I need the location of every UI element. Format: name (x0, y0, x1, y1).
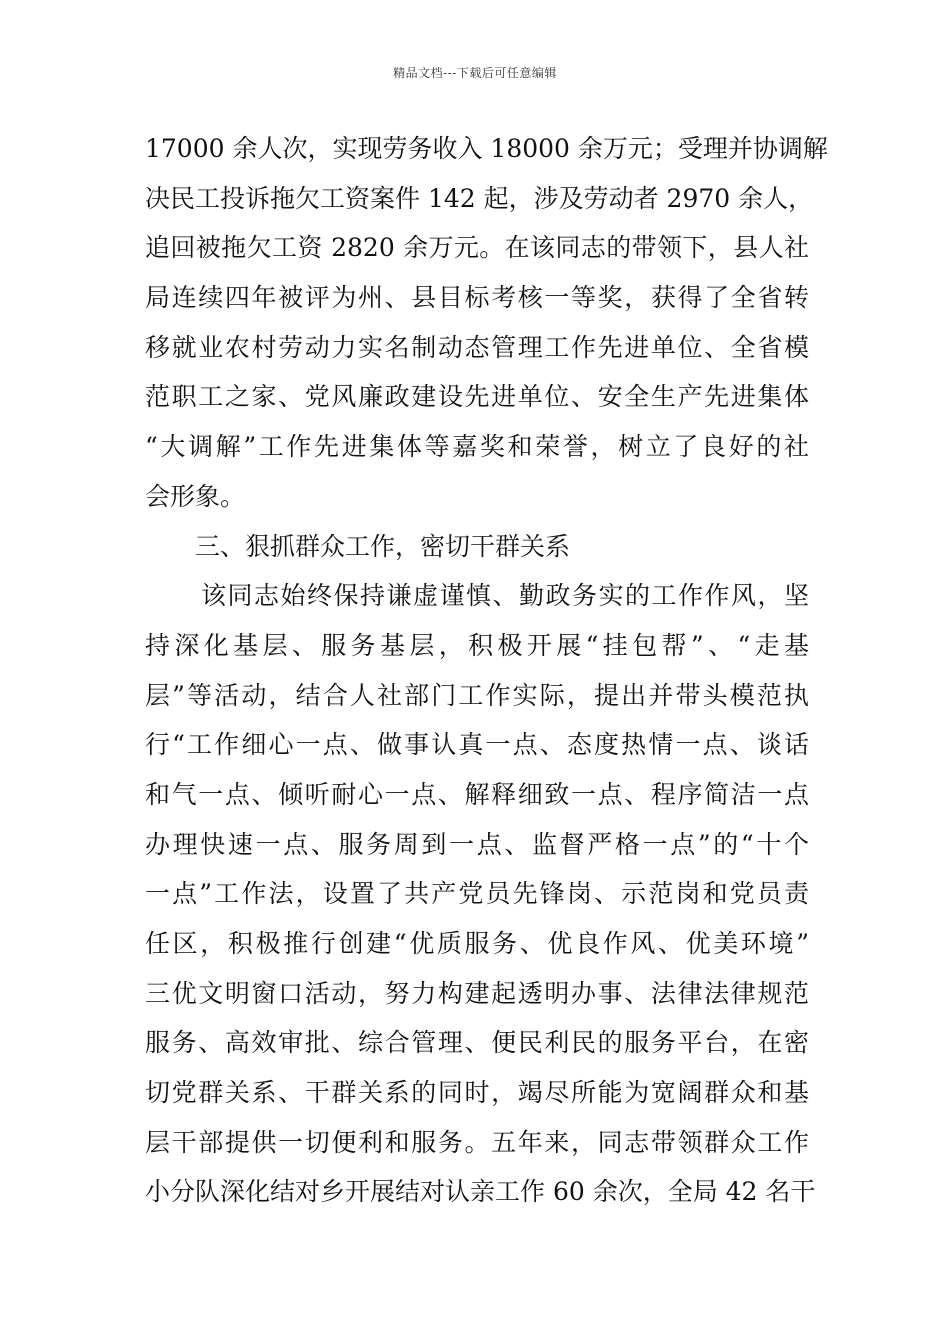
body-text (145, 124, 828, 1217)
text-line: 办理快速一点、服务周到一点、监督严格一点”的“十个 (145, 829, 809, 859)
text-line: 该同志始终保持谦虚谨慎、勤政务实的工作作风，坚 (201, 581, 809, 611)
text-line: 范职工之家、党风廉政建设先进单位、安全生产先进集体 (145, 382, 809, 412)
text-line: 局连续四年被评为州、县目标考核一等奖，获得了全省转 (145, 283, 809, 313)
text-line: 小分队深化结对乡开展结对认亲工作 60 余次，全局 42 名干 (145, 1177, 816, 1207)
text-line: 切党群关系、干群关系的同时，竭尽所能为宽阔群众和基 (145, 1078, 809, 1108)
text-line: 决民工投诉拖欠工资案件 142 起，涉及劳动者 2970 余人， (145, 183, 814, 213)
text-line: 行“工作细心一点、做事认真一点、态度热情一点、谈话 (145, 730, 809, 760)
section-heading: 三、狠抓群众工作，密切干群关系 (195, 531, 571, 561)
text-line: “大调解”工作先进集体等嘉奖和荣誉，树立了良好的社 (145, 432, 809, 462)
text-line: 层干部提供一切便利和服务。五年来，同志带领群众工作 (145, 1127, 809, 1157)
text-line: 层”等活动，结合人社部门工作实际，提出并带头模范执 (145, 680, 809, 710)
text-line: 持深化基层、服务基层，积极开展“挂包帮”、“走基 (145, 630, 809, 660)
page-header: 精品文档---下载后可任意编辑 (393, 66, 557, 80)
text-line: 移就业农村劳动力实名制动态管理工作先进单位、全省模 (145, 332, 809, 362)
text-line: 会形象。 (145, 481, 246, 511)
text-line: 和气一点、倾听耐心一点、解释细致一点、程序简洁一点 (145, 779, 809, 809)
text-line: 追回被拖欠工资 2820 余万元。在该同志的带领下，县人社 (145, 233, 809, 263)
text-line: 三优文明窗口活动，努力构建起透明办事、法律法律规范 (145, 978, 809, 1008)
text-line: 服务、高效审批、综合管理、便民利民的服务平台，在密 (145, 1028, 809, 1058)
text-line: 17000 余人次，实现劳务收入 18000 余万元；受理并协调解 (145, 134, 828, 163)
text-line: 一点”工作法，设置了共产党员先锋岗、示范岗和党员责 (145, 879, 809, 909)
text-line: 任区，积极推行创建“优质服务、优良作风、优美环境” (145, 929, 809, 958)
